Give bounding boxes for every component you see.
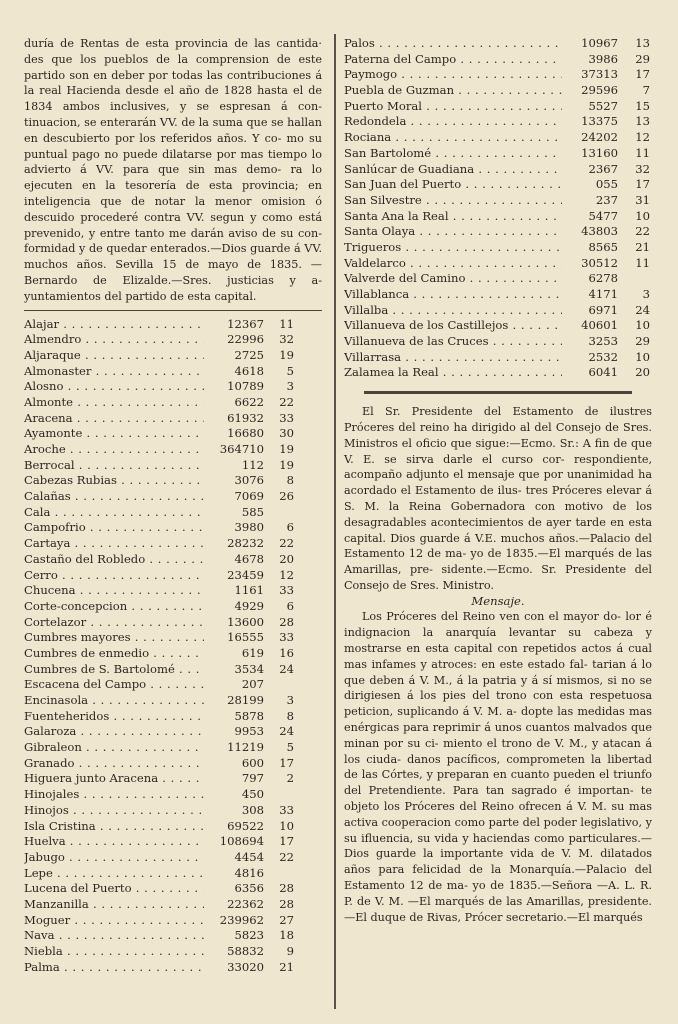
town-amount: 4454 — [234, 849, 264, 864]
town-fraction: 26 — [279, 489, 294, 504]
town-name: San Juan del Puerto . . . — [344, 177, 562, 193]
town-fraction: 3 — [286, 693, 294, 708]
town-amount: 055 — [595, 177, 618, 192]
town-fraction: 10 — [279, 818, 294, 833]
town-name: Puebla de Guzman . . . — [344, 83, 562, 99]
right-paragraph-1 — [344, 404, 652, 594]
town-row — [24, 944, 322, 960]
town-fraction: 10 — [635, 349, 650, 364]
left-table-rule — [24, 310, 322, 311]
town-fraction: 7 — [642, 83, 650, 98]
town-row — [344, 303, 652, 319]
town-row — [344, 177, 652, 193]
town-row — [24, 913, 322, 929]
town-name: Almonte . . . — [24, 395, 204, 411]
town-name: Campofrio . . . — [24, 520, 204, 536]
town-name: Lepe . . . — [24, 866, 204, 882]
town-amount: 22362 — [227, 896, 264, 911]
right-paragraph-2 — [344, 609, 652, 925]
town-amount: 585 — [241, 504, 264, 519]
town-row — [24, 756, 322, 772]
town-row — [344, 146, 652, 162]
town-name: Berrocal . . . — [24, 458, 204, 474]
town-fraction: 8 — [286, 708, 294, 723]
town-fraction: 28 — [279, 614, 294, 629]
town-name: Paymogo . . . — [344, 67, 562, 83]
town-row — [344, 162, 652, 178]
town-amount: 239962 — [219, 912, 264, 927]
town-amount: 6971 — [588, 302, 618, 317]
town-fraction: 5 — [286, 740, 294, 755]
town-name: Rociana . . . — [344, 130, 562, 146]
town-name: San Silvestre . . . — [344, 193, 562, 209]
town-name: Chucena . . . — [24, 583, 204, 599]
mensaje-text: Los Próceres del Reino ven con el mayor do- lor é indignacion la anarquía levantar su cabeza y mostrarse en esta capital con repetidos actos á cual mas infames y atroces: en este estado fal- tarian á lo que deben á V. M., á la patria y á sí mismos, si no se dirigiesen á los pies del trono con esta respetuosa peticion, suplicando á V. M. a- dopte las medidas mas enérgicas para reprimir á unos cuantos malvados que minan por su ci- miento el trono de V. M., y atacan á los ciuda- danos pacíficos, comprometen la libertad de las Córtes, y preparan en cuanto pueden el triunfo del Pretendiente. Para tan sagrado é importan- te objeto los Próceres del Reino ofrecen á V. M. su mas activa cooperacion como parte del poder legislativo, y su ifluencia, su vida y haciendas como particulares.—Dios guarde la importante vida de V. M. dilatados años para felicidad de la Monarquía.—Palacio del Estamento 12 de ma- yo de 1835.—Señora —A. L. R. P. de V. M. —El marqués de las Amarillas, presidente.—El duque de Rivas, Prócer secretario.—El marqués — [344, 610, 652, 924]
town-fraction: 31 — [635, 192, 650, 207]
town-fraction: 33 — [279, 630, 294, 645]
town-fraction: 3 — [642, 287, 650, 301]
town-row — [24, 771, 322, 787]
town-row — [24, 348, 322, 364]
town-fraction: 33 — [279, 583, 294, 598]
town-amount: 450 — [241, 787, 264, 802]
town-fraction: 8 — [286, 473, 294, 488]
town-fraction: 28 — [279, 881, 294, 896]
town-fraction: 32 — [635, 161, 650, 176]
town-name: San Bartolomé . . . — [344, 146, 562, 162]
town-name: Corte-concepcion . . . — [24, 599, 204, 615]
left-column — [24, 36, 322, 975]
town-amount: 7069 — [234, 489, 264, 504]
town-name: Alosno . . . — [24, 379, 204, 395]
section-rule — [364, 391, 632, 394]
town-amount: 6041 — [588, 365, 618, 380]
town-name: Huelva . . . — [24, 834, 204, 850]
town-row — [344, 271, 652, 287]
town-amount: 3076 — [234, 473, 264, 488]
column-divider — [334, 34, 336, 1009]
town-fraction: 9 — [286, 944, 294, 959]
town-row — [24, 646, 322, 662]
town-name: Zalamea la Real . . . — [344, 365, 562, 381]
town-row — [24, 364, 322, 380]
town-name: Escacena del Campo . . . — [24, 677, 204, 693]
town-row — [344, 67, 652, 83]
town-row — [344, 365, 652, 381]
town-row — [24, 677, 322, 693]
town-row — [24, 395, 322, 411]
town-amount: 6278 — [588, 271, 618, 286]
town-fraction: 11 — [279, 316, 294, 331]
town-amount: 23459 — [227, 567, 264, 582]
town-name: Cumbres de enmedio . . . — [24, 646, 204, 662]
town-row — [344, 99, 652, 115]
town-amount: 22996 — [227, 332, 264, 347]
town-name: Santa Olaya . . . — [344, 224, 562, 240]
town-row — [24, 834, 322, 850]
presidente-oficio-text: El Sr. Presidente del Estamento de ilustres Próceres del reino ha dirigido al del Consejo de Sres. Ministros el oficio que sigue:—Ecmo. Sr.: A fin de que V. E. se sirva darle el curso cor- respondiente, acompaño adjunto el mensaje que por unanimidad ha acordado el Estamento de ilus- tres Próceres elevar á S. M. la Reina Gobernadora con motivo de los desagradables acontecimientos de ayer tarde en esta capital. Dios guarde á V.E. muchos años.—Palacio del Estamento 12 de ma- yo de 1835.—El marqués de las Amarillas, pre- sidente.—Ecmo. Sr. Presidente del Consejo de Sres. Ministro. — [344, 405, 652, 592]
town-name: Villalba . . . — [344, 303, 562, 319]
town-amount: 5527 — [588, 98, 618, 113]
town-fraction: 29 — [635, 334, 650, 349]
town-row — [24, 442, 322, 458]
town-amount: 3986 — [588, 51, 618, 66]
town-row — [24, 928, 322, 944]
town-fraction: 10 — [635, 318, 650, 333]
town-fraction: 20 — [279, 551, 294, 566]
town-amount: 24202 — [581, 130, 618, 145]
town-row — [24, 426, 322, 442]
town-name: Aljaraque . . . — [24, 348, 204, 364]
town-fraction: 2 — [286, 771, 294, 786]
town-amount: 28199 — [227, 693, 264, 708]
town-name: Aracena . . . — [24, 411, 204, 427]
town-amount: 4171 — [588, 287, 618, 301]
town-amount: 1161 — [234, 583, 264, 598]
town-amount: 2532 — [588, 349, 618, 364]
town-fraction: 20 — [635, 365, 650, 380]
town-name: Puerto Moral . . . — [344, 99, 562, 115]
town-fraction: 12 — [279, 567, 294, 582]
town-name: Cala . . . — [24, 505, 204, 521]
town-row — [344, 350, 652, 366]
town-row — [24, 803, 322, 819]
town-fraction: 32 — [279, 332, 294, 347]
town-fraction: 30 — [279, 426, 294, 441]
town-name: Hinojales . . . — [24, 787, 204, 803]
town-row — [344, 52, 652, 68]
left-intro-text: duría de Rentas de esta provincia de las cantida· des que los pueblos de la comprension de este partido son en deber por todas las contribuciones á la real Hacienda desde el año de 1828 hasta el de 1834 ambos inclusives, y se espresan á con- tinuacion, se enterarán VV. de la suma que se hallan en descubierto por los referidos años. Y co- mo su puntual pago no puede dilatarse por mas tiempo lo advierto á VV. para que sin mas demo- ra lo ejecuten en la tesorería de esta provincia; en inteligencia que de notar la menor omision ó descuido procederé contra VV. segun y como está prevenido, y entre tanto me darán aviso de su con- formidad y de quedar enterados.—Dios guarde á VV. muchos años. Sevilla 15 de mayo de 1835. —Bernardo de Elizalde.—Sres. justicias y a- yuntamientos del partido de esta capital. — [24, 37, 322, 303]
town-amount: 33020 — [227, 959, 264, 974]
town-amount: 43803 — [581, 224, 618, 239]
town-fraction: 28 — [279, 896, 294, 911]
town-row — [24, 332, 322, 348]
town-amount: 364710 — [219, 442, 264, 457]
town-amount: 9953 — [234, 724, 264, 739]
town-row — [344, 334, 652, 350]
town-fraction: 24 — [279, 724, 294, 739]
town-fraction: 17 — [635, 177, 650, 192]
town-row — [24, 411, 322, 427]
town-fraction: 22 — [279, 536, 294, 551]
town-name: Palma . . . — [24, 960, 204, 976]
town-amount: 37313 — [581, 67, 618, 82]
town-row — [24, 787, 322, 803]
town-fraction: 22 — [279, 849, 294, 864]
town-name: Valdelarco . . . — [344, 256, 562, 272]
town-fraction: 19 — [279, 457, 294, 472]
town-name: Fuenteheridos . . . — [24, 709, 204, 725]
town-name: Cerro . . . — [24, 568, 204, 584]
town-amount: 4816 — [234, 865, 264, 880]
town-name: Galaroza . . . — [24, 724, 204, 740]
town-name: Valverde del Camino . . . — [344, 271, 562, 287]
town-amount: 12367 — [227, 316, 264, 331]
town-name: Trigueros . . . — [344, 240, 562, 256]
town-row — [24, 850, 322, 866]
town-row — [24, 630, 322, 646]
town-row — [24, 317, 322, 333]
town-amount: 3980 — [234, 520, 264, 535]
town-fraction: 33 — [279, 410, 294, 425]
town-amount: 3534 — [234, 661, 264, 676]
town-fraction: 16 — [279, 645, 294, 660]
town-row — [24, 724, 322, 740]
town-name: Niebla . . . — [24, 944, 204, 960]
town-name: Hinojos . . . — [24, 803, 204, 819]
right-town-list — [344, 36, 652, 381]
town-fraction: 22 — [635, 224, 650, 239]
town-name: Calañas . . . — [24, 489, 204, 505]
town-amount: 40601 — [581, 318, 618, 333]
right-column — [344, 36, 652, 925]
town-name: Palos . . . — [344, 36, 562, 52]
town-row — [24, 866, 322, 882]
town-amount: 13600 — [227, 614, 264, 629]
town-name: Higuera junto Aracena . . . — [24, 771, 204, 787]
town-amount: 10967 — [581, 36, 618, 50]
town-amount: 16555 — [227, 630, 264, 645]
town-amount: 797 — [241, 771, 264, 786]
town-fraction: 13 — [635, 114, 650, 129]
town-amount: 61932 — [227, 410, 264, 425]
town-fraction: 10 — [635, 208, 650, 223]
town-name: Cortelazor . . . — [24, 615, 204, 631]
town-name: Jabugo . . . — [24, 850, 204, 866]
town-name: Cumbres mayores . . . — [24, 630, 204, 646]
town-name: Granado . . . — [24, 756, 204, 772]
town-row — [24, 662, 322, 678]
town-fraction: 17 — [635, 67, 650, 82]
town-fraction: 24 — [279, 661, 294, 676]
town-amount: 4618 — [234, 363, 264, 378]
left-intro-paragraph — [24, 36, 322, 305]
town-fraction: 24 — [635, 302, 650, 317]
town-amount: 11219 — [227, 740, 264, 755]
town-fraction: 33 — [279, 802, 294, 817]
town-row — [344, 130, 652, 146]
town-amount: 619 — [241, 645, 264, 660]
town-amount: 108694 — [219, 834, 264, 849]
town-row — [24, 520, 322, 536]
town-amount: 6622 — [234, 394, 264, 409]
town-name: Moguer . . . — [24, 913, 204, 929]
town-fraction: 19 — [279, 442, 294, 457]
town-row — [24, 473, 322, 489]
town-row — [24, 599, 322, 615]
town-amount: 5823 — [234, 928, 264, 943]
town-row — [344, 256, 652, 272]
town-fraction: 19 — [279, 347, 294, 362]
town-name: Manzanilla . . . — [24, 897, 204, 913]
town-name: Lucena del Puerto . . . — [24, 881, 204, 897]
town-row — [24, 536, 322, 552]
town-row — [24, 819, 322, 835]
town-row — [24, 489, 322, 505]
town-row — [344, 318, 652, 334]
town-name: Santa Ana la Real . . . — [344, 209, 562, 225]
town-row — [344, 83, 652, 99]
town-amount: 5477 — [588, 208, 618, 223]
town-amount: 28232 — [227, 536, 264, 551]
town-amount: 5878 — [234, 708, 264, 723]
town-row — [344, 287, 652, 303]
town-amount: 16680 — [227, 426, 264, 441]
town-row — [344, 209, 652, 225]
town-row — [344, 240, 652, 256]
town-name: Villablanca . . . — [344, 287, 562, 303]
town-fraction: 12 — [635, 130, 650, 145]
town-name: Cumbres de S. Bartolomé . . . — [24, 662, 204, 678]
town-amount: 3253 — [588, 334, 618, 349]
town-amount: 69522 — [227, 818, 264, 833]
town-amount: 112 — [241, 457, 264, 472]
town-amount: 29596 — [581, 83, 618, 98]
left-town-list — [24, 317, 322, 976]
town-row — [24, 897, 322, 913]
town-fraction: 21 — [279, 959, 294, 974]
town-fraction: 17 — [279, 755, 294, 770]
town-fraction: 18 — [279, 928, 294, 943]
town-fraction: 6 — [286, 598, 294, 613]
town-row — [24, 458, 322, 474]
town-row — [24, 709, 322, 725]
town-fraction: 11 — [635, 255, 650, 270]
town-fraction: 5 — [286, 363, 294, 378]
town-name: Almonaster . . . — [24, 364, 204, 380]
town-name: Nava . . . — [24, 928, 204, 944]
town-amount: 600 — [241, 755, 264, 770]
town-row — [344, 36, 652, 52]
town-row — [24, 615, 322, 631]
town-amount: 30512 — [581, 255, 618, 270]
town-row — [24, 552, 322, 568]
town-name: Paterna del Campo . . . — [344, 52, 562, 68]
town-row — [24, 379, 322, 395]
town-row — [24, 583, 322, 599]
town-name: Gibraleon . . . — [24, 740, 204, 756]
town-fraction: 22 — [279, 394, 294, 409]
town-row — [344, 114, 652, 130]
town-name: Villanueva de las Cruces . . . — [344, 334, 562, 350]
town-row — [24, 693, 322, 709]
town-row — [344, 193, 652, 209]
town-amount: 6356 — [234, 881, 264, 896]
town-fraction: 29 — [635, 51, 650, 66]
town-fraction: 3 — [286, 379, 294, 394]
town-name: Encinasola . . . — [24, 693, 204, 709]
town-amount: 207 — [241, 677, 264, 692]
town-amount: 4929 — [234, 598, 264, 613]
town-name: Cartaya . . . — [24, 536, 204, 552]
town-fraction: 21 — [635, 239, 650, 254]
town-amount: 308 — [241, 802, 264, 817]
town-name: Almendro . . . — [24, 332, 204, 348]
town-name: Redondela . . . — [344, 114, 562, 130]
town-fraction: 6 — [286, 520, 294, 535]
town-name: Cabezas Rubias . . . — [24, 473, 204, 489]
town-fraction: 17 — [279, 834, 294, 849]
town-amount: 237 — [595, 192, 618, 207]
town-amount: 2367 — [588, 161, 618, 176]
town-row — [24, 505, 322, 521]
town-name: Alajar . . . — [24, 317, 204, 333]
town-amount: 2725 — [234, 347, 264, 362]
town-fraction: 15 — [635, 98, 650, 113]
town-name: Sanlúcar de Guadiana . . . — [344, 162, 562, 178]
town-row — [24, 881, 322, 897]
town-name: Villarrasa . . . — [344, 350, 562, 366]
town-name: Castaño del Robledo . . . — [24, 552, 204, 568]
town-fraction: 13 — [635, 36, 650, 50]
town-name: Ayamonte . . . — [24, 426, 204, 442]
town-amount: 13160 — [581, 145, 618, 160]
town-fraction: 27 — [279, 912, 294, 927]
town-name: Villanueva de los Castillejos . . . — [344, 318, 562, 334]
town-amount: 4678 — [234, 551, 264, 566]
town-name: Isla Cristina . . . — [24, 819, 204, 835]
mensaje-heading: Mensaje. — [471, 593, 525, 608]
town-row — [24, 740, 322, 756]
town-amount: 58832 — [227, 944, 264, 959]
town-name: Aroche . . . — [24, 442, 204, 458]
town-amount: 10789 — [227, 379, 264, 394]
town-row — [24, 568, 322, 584]
town-row — [344, 224, 652, 240]
town-amount: 8565 — [588, 239, 618, 254]
town-amount: 13375 — [581, 114, 618, 129]
town-row — [24, 960, 322, 976]
town-fraction: 11 — [635, 145, 650, 160]
